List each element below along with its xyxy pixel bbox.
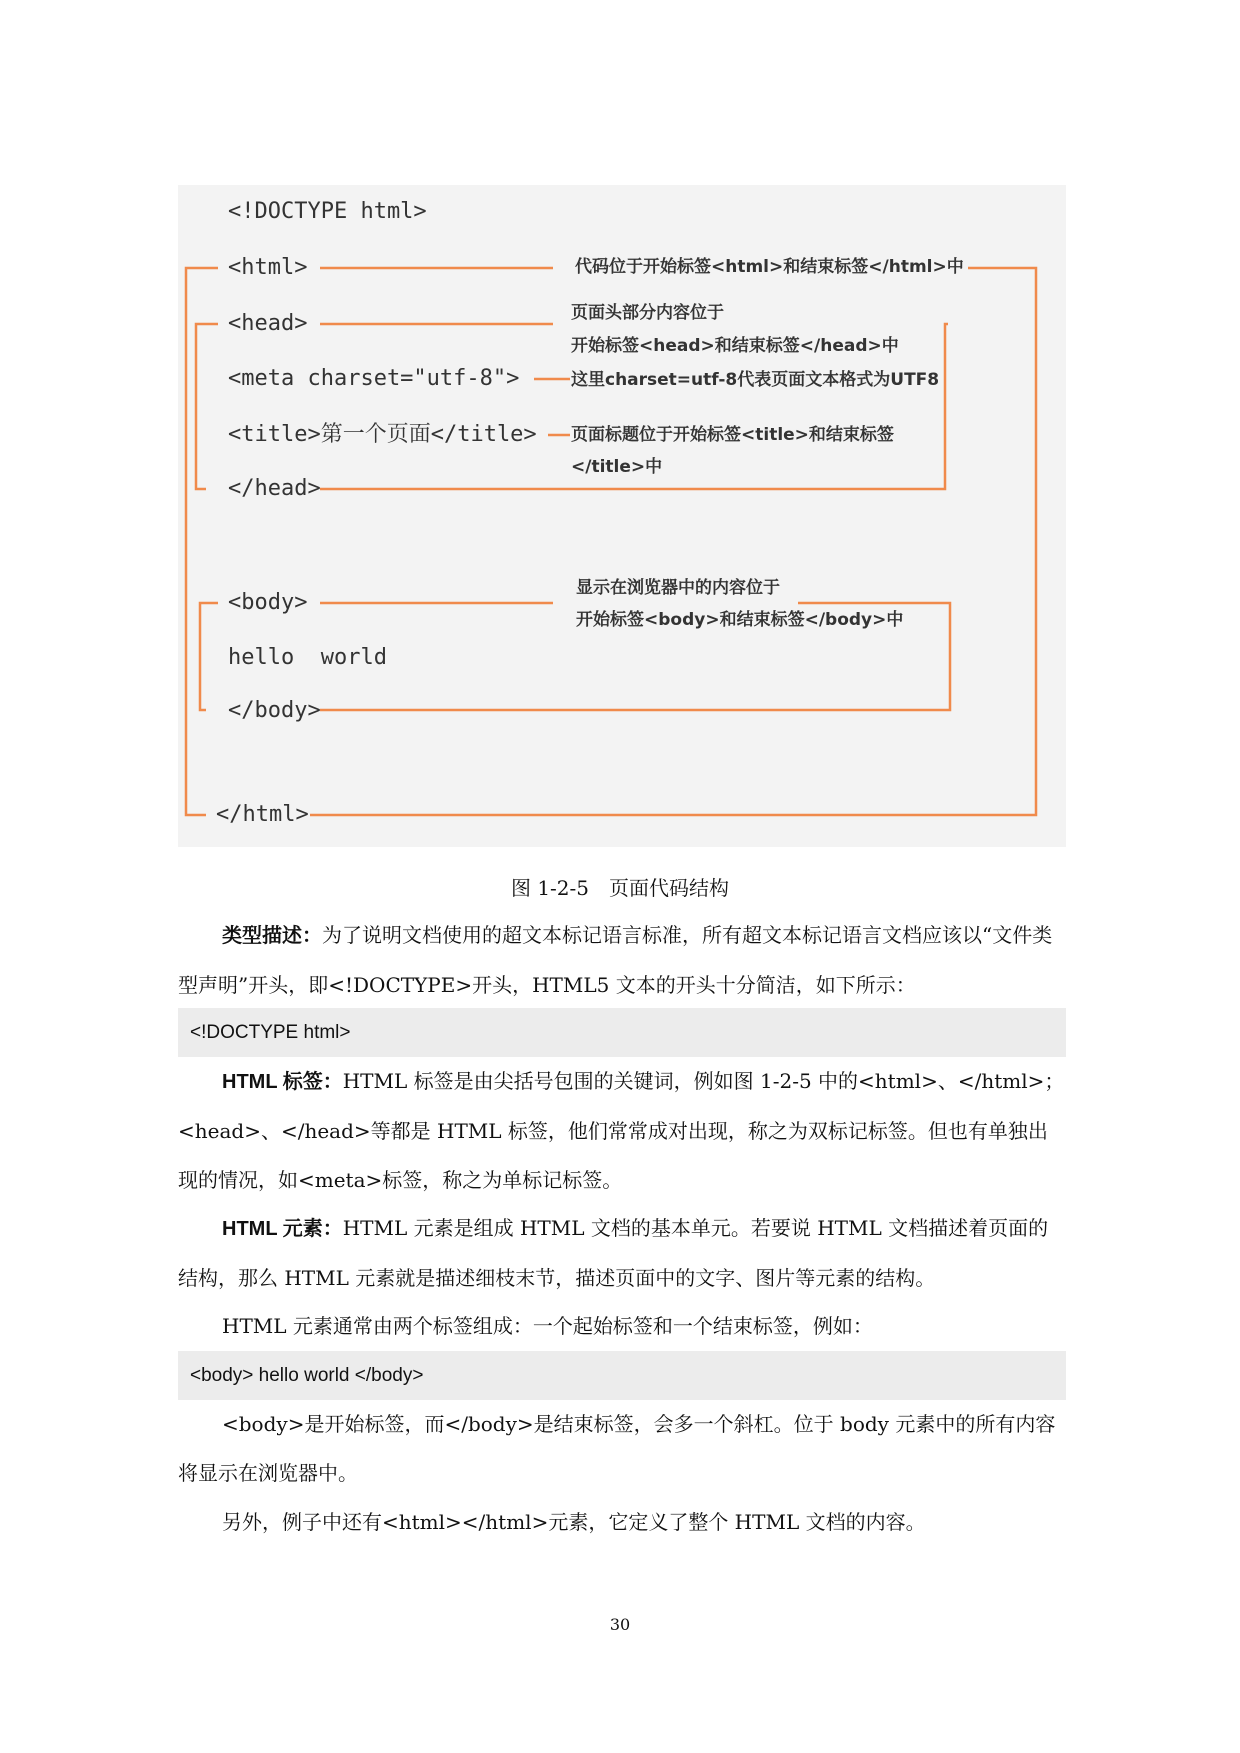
- code-html-close: </html>: [216, 802, 309, 827]
- code-example-body: <body> hello world </body>: [178, 1351, 1066, 1400]
- element-text: HTML 元素是组成 HTML 文档的基本单元。若要说 HTML 文档描述着页面的结构，那么 HTML 元素就是描述细枝末节，描述页面中的文字、图片等元素的结构。: [178, 1216, 1049, 1290]
- code-title: <title>第一个页面</title>: [228, 422, 537, 447]
- note-head-1: 页面头部分内容位于: [571, 303, 724, 323]
- type-desc-text: 为了说明文档使用的超文本标记语言标准，所有超文本标记语言文档应该以“文件类型声明”开头，即<!DOCTYPE>开头，HTML5 文本的开头十分简洁，如下所示：: [178, 923, 1053, 997]
- page-number: 30: [609, 1615, 631, 1634]
- extra-paragraph: 另外，例子中还有<html></html>元素，它定义了整个 HTML 文档的内容。: [222, 1510, 926, 1534]
- code-doctype: <!DOCTYPE html>: [228, 199, 427, 224]
- code-head-close: </head>: [228, 476, 321, 501]
- code-example-doctype: <!DOCTYPE html>: [178, 1008, 1066, 1057]
- note-html: 代码位于开始标签<html>和结束标签</html>中: [575, 257, 964, 277]
- bracket-lines: [178, 185, 1066, 847]
- note-head-2: 开始标签<head>和结束标签</head>中: [571, 336, 899, 356]
- element-label: HTML 元素：: [222, 1218, 343, 1240]
- note-title-2: </title>中: [571, 457, 663, 477]
- body-bracket: [200, 603, 218, 710]
- code-head-open: <head>: [228, 311, 308, 336]
- element-paragraph-2: HTML 元素通常由两个标签组成：一个起始标签和一个结束标签，例如：: [222, 1314, 873, 1338]
- tag-text: HTML 标签是由尖括号包围的关键词，例如图 1-2-5 中的<html>、</html>；<head>、</head>等都是 HTML 标签，他们常常成对出现，称之为双标记标签。但也有单独出现的情况，如<meta>标签，称之为单标记标签。: [178, 1069, 1065, 1192]
- code-meta: <meta charset="utf-8">: [228, 366, 520, 391]
- figure-caption: 图 1-2-5 页面代码结构: [510, 876, 730, 900]
- type-desc-label: 类型描述：: [222, 925, 322, 947]
- code-structure-figure: [178, 185, 1066, 847]
- element-paragraph: [178, 1204, 1066, 1303]
- html-bracket: [186, 268, 218, 815]
- body-explain-paragraph: <body>是开始标签，而</body>是结束标签，会多一个斜杠。位于 body 元素中的所有内容将显示在浏览器中。: [178, 1412, 1056, 1485]
- tag-label: HTML 标签：: [222, 1071, 343, 1093]
- code-html-open: <html>: [228, 255, 308, 280]
- note-meta: 这里charset=utf-8代表页面文本格式为UTF8: [571, 370, 940, 390]
- head-bracket: [196, 324, 218, 489]
- code-body-open: <body>: [228, 590, 308, 615]
- note-body-1: 显示在浏览器中的内容位于: [576, 578, 780, 598]
- type-desc-paragraph: [178, 911, 1066, 1010]
- note-body-2: 开始标签<body>和结束标签</body>中: [576, 610, 904, 630]
- code-body-close: </body>: [228, 698, 321, 723]
- tag-paragraph: [178, 1057, 1066, 1205]
- note-title-1: 页面标题位于开始标签<title>和结束标签: [571, 425, 894, 445]
- code-hello: hello world: [228, 645, 387, 670]
